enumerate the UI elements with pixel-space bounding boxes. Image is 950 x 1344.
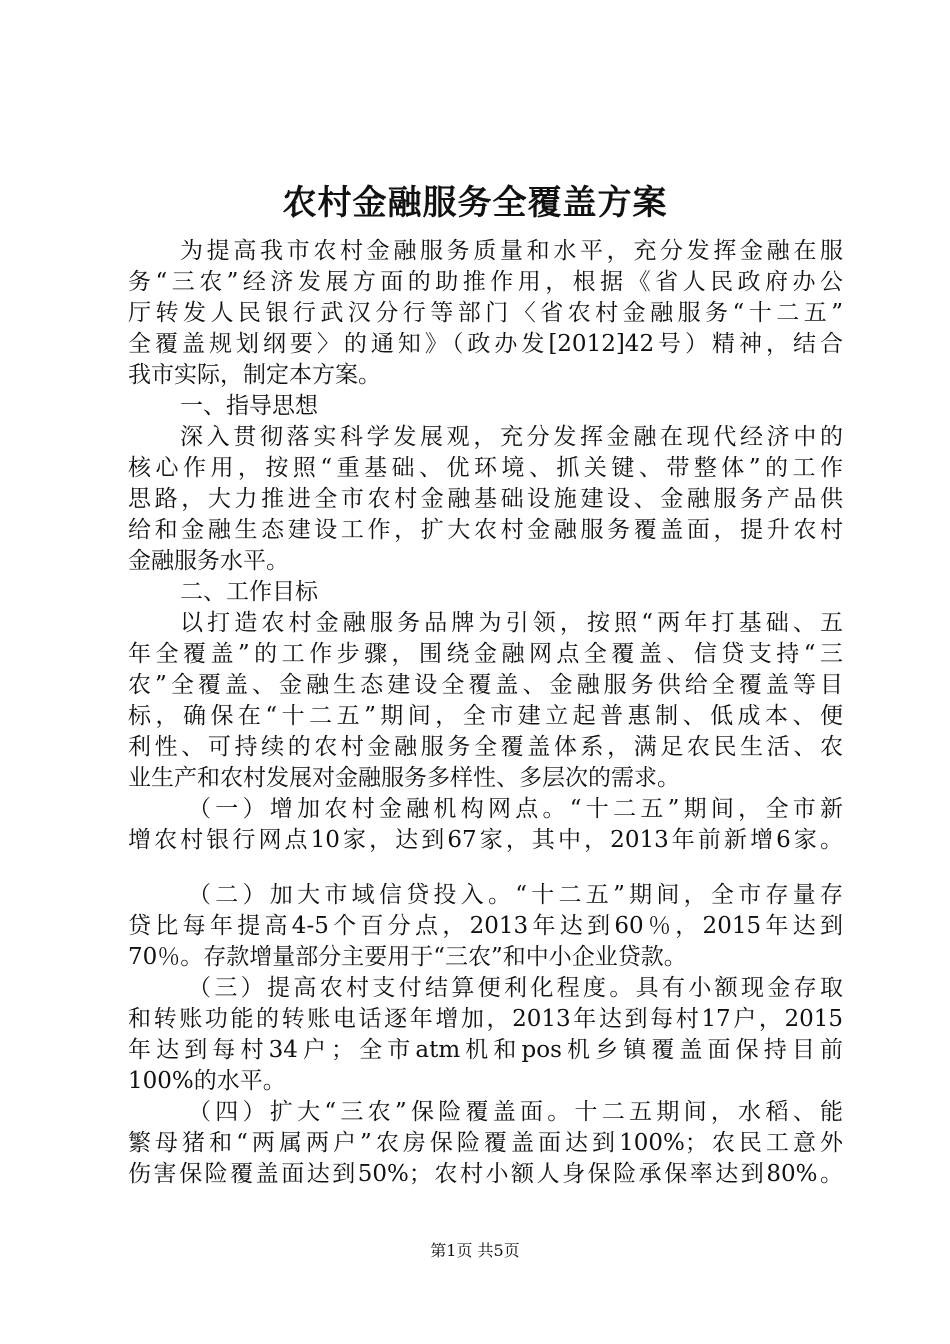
paragraph-line: 深入贯彻落实科学发展观，充分发挥金融在现代经济中的 xyxy=(180,424,843,450)
paragraph-line: 标，确保在“十二五”期间，全市建立起普惠制、低成本、便 xyxy=(128,703,843,729)
paragraph-line: 全覆盖规划纲要〉的通知》（政办发[2012]42号）精神，结合 xyxy=(128,331,843,357)
paragraph-line: 年达到每村34户；全市atm机和pos机乡镇覆盖面保持目前 xyxy=(128,1037,843,1063)
paragraph-line: （四）扩大“三农”保险覆盖面。十二五期间，水稻、能 xyxy=(188,1099,843,1125)
paragraph-line: 农”全覆盖、金融生态建设全覆盖、金融服务供给全覆盖等目 xyxy=(128,672,843,698)
section-heading: 一、指导思想 xyxy=(180,393,318,419)
paragraph-gap xyxy=(128,856,843,880)
paragraph-line: （一）增加农村金融机构网点。“十二五”期间，全市新 xyxy=(188,796,843,822)
paragraph-line: 70％。存款增量部分主要用于“三农”和中小企业贷款。 xyxy=(128,944,687,970)
paragraph-line: 业生产和农村发展对金融服务多样性、多层次的需求。 xyxy=(128,765,680,791)
paragraph-line: （二）加大市域信贷投入。“十二五”期间，全市存量存 xyxy=(188,882,843,908)
paragraph-line: 利性、可持续的农村金融服务全覆盖体系，满足农民生活、农 xyxy=(128,734,843,760)
paragraph-line: 以打造农村金融服务品牌为引领，按照“两年打基础、五 xyxy=(180,610,843,636)
paragraph-line: 伤害保险覆盖面达到50%；农村小额人身保险承保率达到80%。 xyxy=(128,1161,843,1187)
paragraph-line: 务“三农”经济发展方面的助推作用，根据《省人民政府办公 xyxy=(128,269,843,295)
page-footer: 第1页 共5页 xyxy=(430,1241,520,1260)
paragraph-line: 贷比每年提高4-5个百分点，2013年达到60％，2015年达到 xyxy=(128,913,843,939)
paragraph-line: 核心作用，按照“重基础、优环境、抓关键、带整体”的工作 xyxy=(128,455,843,481)
paragraph-line: 给和金融生态建设工作，扩大农村金融服务覆盖面，提升农村 xyxy=(128,517,843,543)
paragraph-line: 繁母猪和“两属两户”农房保险覆盖面达到100%；农民工意外 xyxy=(128,1130,843,1156)
paragraph-line: 金融服务水平。 xyxy=(128,548,289,574)
paragraph-line: 厅转发人民银行武汉分行等部门〈省农村金融服务“十二五” xyxy=(128,300,843,326)
paragraph-line: （三）提高农村支付结算便利化程度。具有小额现金存取 xyxy=(188,975,843,1001)
paragraph-line: 为提高我市农村金融服务质量和水平，充分发挥金融在服 xyxy=(180,238,843,264)
document-body xyxy=(128,236,843,1190)
document-title: 农村金融服务全覆盖方案 xyxy=(282,183,668,223)
paragraph-line: 思路，大力推进全市农村金融基础设施建设、金融服务产品供 xyxy=(128,486,843,512)
paragraph-line: 增农村银行网点10家，达到67家，其中，2013年前新增6家。 xyxy=(128,827,843,853)
paragraph-line: 我市实际，制定本方案。 xyxy=(128,362,381,388)
paragraph-line: 年全覆盖”的工作步骤，围绕金融网点全覆盖、信贷支持“三 xyxy=(128,641,843,667)
paragraph-line: 100%的水平。 xyxy=(128,1068,286,1094)
section-heading: 二、工作目标 xyxy=(180,579,318,605)
paragraph-line: 和转账功能的转账电话逐年增加，2013年达到每村17户，2015 xyxy=(128,1006,843,1032)
